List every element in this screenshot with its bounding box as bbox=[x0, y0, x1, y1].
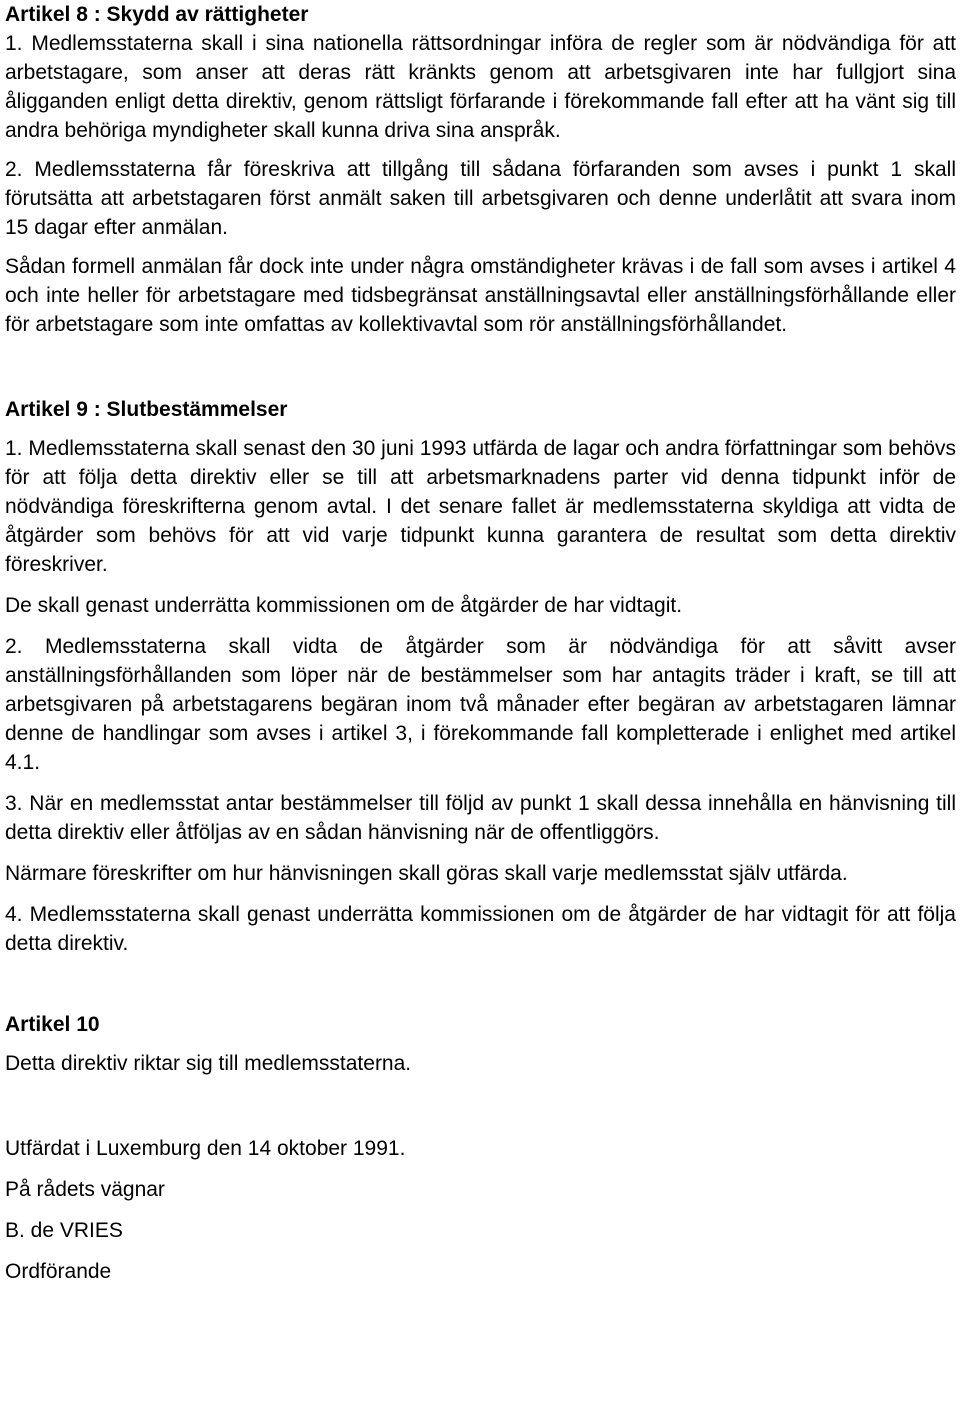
article-9-paragraph-1: 1. Medlemsstaterna skall senast den 30 juni 1993 utfärda de lagar och andra författningar som behövs för att följa detta direktiv eller se till att arbetsmarknadens parter vid denna tidpunkt inför de nödvändiga föreskrifterna genom avtal. I det senare fallet är medlemsstaterna skyldiga att vidta de åtgärder som behövs för att vid varje tidpunkt kunna garantera de resultat som detta direktiv föreskriver. bbox=[5, 437, 956, 576]
article-10-heading: Artikel 10 bbox=[5, 1013, 100, 1036]
article-9-paragraph-6: 4. Medlemsstaterna skall genast underrätta kommissionen om de åtgärder de har vidtagit för att följa detta direktiv. bbox=[5, 903, 956, 955]
article-8-paragraph-1: 1. Medlemsstaterna skall i sina nationella rättsordningar införa de regler som är nödvändiga för att arbetstagare, som anser att deras rätt kränkts genom att arbetsgivaren inte har fullgjort sina åligganden enligt detta direktiv, genom rättsligt förfarande i förekommande fall efter att ha vänt sig till andra behöriga myndigheter skall kunna driva sina anspråk. bbox=[5, 32, 956, 142]
on-behalf-line: På rådets vägnar bbox=[5, 1178, 165, 1201]
article-8-paragraph-2: 2. Medlemsstaterna får föreskriva att tillgång till sådana förfaranden som avses i punkt 1 skall förutsätta att arbetstagaren först anmält saken till arbetsgivaren och denne underlåtit att svara inom 15 dagar efter anmälan. bbox=[5, 158, 956, 239]
article-9-paragraph-2: De skall genast underrätta kommissionen om de åtgärder de har vidtagit. bbox=[5, 594, 683, 617]
article-9-paragraph-3: 2. Medlemsstaterna skall vidta de åtgärder som är nödvändiga för att såvitt avser anställningsförhållanden som löper när de bestämmelser som har antagits träder i kraft, se till att arbetsgivaren på arbetstagarens begäran inom två månader efter begäran av arbetstagaren lämnar denne de handlingar som avses i artikel 3, i förekommande fall kompletterade i enlighet med artikel 4.1. bbox=[5, 635, 956, 774]
article-9-heading: Artikel 9 : Slutbestämmelser bbox=[5, 398, 288, 421]
article-8-paragraph-3: Sådan formell anmälan får dock inte under några omständigheter krävas i de fall som avses i artikel 4 och inte heller för arbetstagare med tidsbegränsat anställningsavtal eller anställningsförhållande eller för arbetstagare som inte omfattas av kollektivavtal som rör anställningsförhållandet. bbox=[5, 255, 956, 336]
article-9-paragraph-5: Närmare föreskrifter om hur hänvisningen skall göras skall varje medlemsstat själv utfärda. bbox=[5, 862, 848, 885]
article-10-paragraph-1: Detta direktiv riktar sig till medlemsstaterna. bbox=[5, 1052, 412, 1075]
article-8-heading: Artikel 8 : Skydd av rättigheter bbox=[5, 3, 309, 26]
article-9-paragraph-4: 3. När en medlemsstat antar bestämmelser till följd av punkt 1 skall dessa innehålla en hänvisning till detta direktiv eller åtföljas av en sådan hänvisning när de offentliggörs. bbox=[5, 792, 956, 844]
issued-statement: Utfärdat i Luxemburg den 14 oktober 1991. bbox=[5, 1137, 406, 1160]
document-page bbox=[5, 0, 956, 1286]
signatory-name: B. de VRIES bbox=[5, 1219, 123, 1242]
signatory-role: Ordförande bbox=[5, 1260, 112, 1283]
